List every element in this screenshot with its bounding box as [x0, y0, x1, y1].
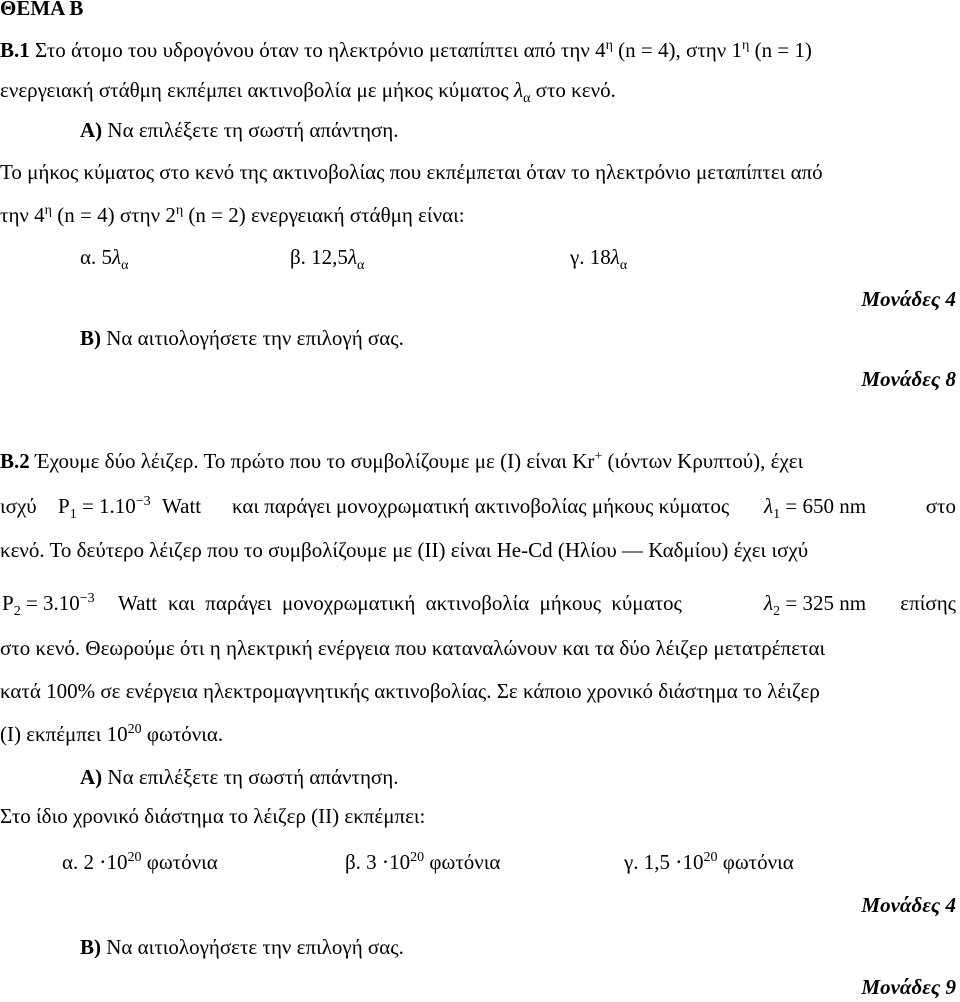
b2-l7-text: (Ι) εκπέμπει 10	[0, 722, 128, 746]
b1-sup-eta-1: η	[605, 38, 613, 53]
b2-opt-c-exp: 20	[703, 850, 718, 865]
b1-b-text: Να αιτιολογήσετε την επιλογή σας.	[101, 326, 404, 350]
b1-opt-b-alpha: α	[357, 258, 365, 273]
b2-l7-photons: φωτόνια.	[141, 722, 224, 746]
b1-label: Β.1	[0, 38, 30, 62]
lambda1-symbol: λ	[764, 494, 774, 518]
b2-b-text: Να αιτιολογήσετε την επιλογή σας.	[101, 935, 404, 959]
p1-subscript: 1	[69, 507, 77, 522]
b2-episis: επίσης	[900, 591, 956, 615]
b2-opt-a-text: α. 2 ⋅10	[62, 850, 128, 874]
page-title: ΘΕΜΑ Β	[0, 0, 84, 20]
lambda1-value: = 650 nm	[780, 494, 867, 518]
b2-watt-2: Watt	[118, 591, 158, 615]
b2-sto: στο	[925, 494, 956, 518]
b2-a-label: Α)	[80, 765, 103, 789]
b2-a-text: Να επιλέξετε τη σωστή απάντηση.	[102, 765, 399, 789]
b2-line-5: στο κενό. Θεωρούμε ότι η ηλεκτρική ενέργεια που καταναλώνουν και τα δύο λέιζερ μετατρέπεται	[0, 636, 826, 660]
b2-opt-c-photons: φωτόνια	[717, 850, 794, 874]
p2-symbol: P	[2, 591, 14, 615]
b1-part-a	[80, 120, 398, 141]
b2-monades-4: Μονάδες 4	[861, 893, 956, 917]
b2-line-7	[0, 724, 223, 745]
b1-text-1b: (n = 4), στην 1	[612, 38, 742, 62]
lambda2-value: = 325 nm	[780, 591, 867, 615]
b1-b-label: Β)	[80, 326, 101, 350]
b1-monades-8: Μονάδες 8	[861, 367, 956, 391]
q2-sup-eta-1: η	[44, 203, 52, 218]
b1-opt-c-text: γ. 18	[570, 245, 611, 269]
lambda1-subscript: 1	[773, 507, 781, 522]
b2-part-b	[80, 937, 404, 958]
b2-l2-text: και παράγει μονοχρωματική ακτινοβολίας μήκους κύματος	[232, 494, 730, 518]
b2-l2-isxy: ισχύ	[0, 494, 37, 518]
kr-plus-sup: +	[594, 449, 603, 464]
b1-text-2b: στο κενό.	[530, 78, 616, 102]
b2-opt-b-exp: 20	[410, 850, 425, 865]
b2-line-1	[0, 451, 803, 472]
b2-l4-text: και παράγει μονοχρωματική ακτινοβολία μήκους κύματος	[168, 591, 682, 615]
p1-exponent: −3	[135, 494, 151, 509]
lambda2-subscript: 2	[773, 604, 781, 619]
b2-label: Β.2	[0, 449, 30, 473]
b1-a-text: Να επιλέξετε τη σωστή απάντηση.	[102, 118, 399, 142]
b2-opt-a-photons: φωτόνια	[141, 850, 218, 874]
b2-text-1a: Έχουμε δύο λέιζερ. Το πρώτο που το συμβολίζουμε με (Ι) είναι Kr	[29, 449, 595, 473]
b1-opt-a-lambda: λ	[112, 245, 122, 269]
q2-text-c: (n = 2) ενεργειακή στάθμη είναι:	[183, 203, 465, 227]
b1-line-2	[0, 78, 616, 106]
b2-option-c	[624, 852, 794, 873]
b1-opt-b-text: β. 12,5	[290, 245, 348, 269]
b1-opt-c-lambda: λ	[610, 245, 620, 269]
b1-part-b	[80, 328, 404, 349]
b2-opt-b-text: β. 3 ⋅10	[345, 850, 411, 874]
lambda2-symbol: λ	[764, 591, 774, 615]
alpha-subscript: α	[523, 91, 531, 106]
b2-lambda2-equation	[764, 591, 867, 619]
b1-sup-eta-2: η	[742, 38, 750, 53]
p2-exponent: −3	[79, 591, 95, 606]
b2-option-a	[62, 852, 218, 873]
b2-l7-exp: 20	[127, 722, 142, 737]
p1-symbol: P	[58, 494, 70, 518]
b2-option-b	[345, 852, 500, 873]
b1-question-line-2	[0, 205, 465, 226]
p2-value: = 3.10	[20, 591, 80, 615]
q2-text-a: την 4	[0, 203, 45, 227]
b2-watt-1: Watt	[162, 494, 202, 518]
b2-part-a	[80, 767, 398, 788]
b1-monades-4: Μονάδες 4	[861, 287, 956, 311]
b1-a-label: Α)	[80, 118, 103, 142]
b1-question-line-1: Το μήκος κύματος στο κενό της ακτινοβολίας που εκπέμπεται όταν το ηλεκτρόνιο μεταπίπτει από	[0, 160, 823, 184]
q2-text-b: (n = 4) στην 2	[52, 203, 176, 227]
b2-monades-9: Μονάδες 9	[861, 975, 956, 999]
b2-opt-c-text: γ. 1,5 ⋅10	[624, 850, 704, 874]
lambda-symbol: λ	[513, 78, 524, 102]
b2-p2-equation	[2, 591, 95, 619]
b1-opt-b-lambda: λ	[347, 245, 358, 269]
b2-b-label: Β)	[80, 935, 101, 959]
b1-opt-a-text: α. 5	[80, 245, 113, 269]
b2-line-3: κενό. Το δεύτερο λέιζερ που το συμβολίζουμε με (ΙΙ) είναι He-Cd (Ηλίου — Καδμίου) έχει ισχύ	[0, 538, 809, 562]
b1-opt-a-alpha: α	[121, 258, 129, 273]
b2-p1-equation	[58, 494, 151, 522]
b1-text-1c: (n = 1)	[749, 38, 812, 62]
b1-opt-c-alpha: α	[619, 258, 628, 273]
p1-value: = 1.10	[76, 494, 136, 518]
p2-subscript: 2	[13, 604, 21, 619]
q2-sup-eta-2: η	[175, 203, 184, 218]
b1-text-1: Στο άτομο του υδρογόνου όταν το ηλεκτρόνιο μεταπίπτει από την 4	[29, 38, 606, 62]
b1-line-1	[0, 40, 812, 61]
b1-option-b	[290, 245, 365, 273]
b2-opt-a-exp: 20	[127, 850, 142, 865]
b1-option-a	[80, 245, 129, 273]
b2-opt-b-photons: φωτόνια	[424, 850, 501, 874]
b2-lambda1-equation	[764, 494, 867, 522]
b1-text-2a: ενεργειακή στάθμη εκπέμπει ακτινοβολία με μήκος κύματος	[0, 78, 514, 102]
b2-line-8: Στο ίδιο χρονικό διάστημα το λέιζερ (ΙΙ) εκπέμπει:	[0, 804, 426, 828]
b1-option-c	[570, 245, 628, 273]
b2-line-6: κατά 100% σε ενέργεια ηλεκτρομαγνητικής ακτινοβολίας. Σε κάποιο χρονικό διάστημα το λέιζερ	[0, 679, 820, 703]
b2-text-1b: (ιόντων Κρυπτού), έχει	[602, 449, 804, 473]
